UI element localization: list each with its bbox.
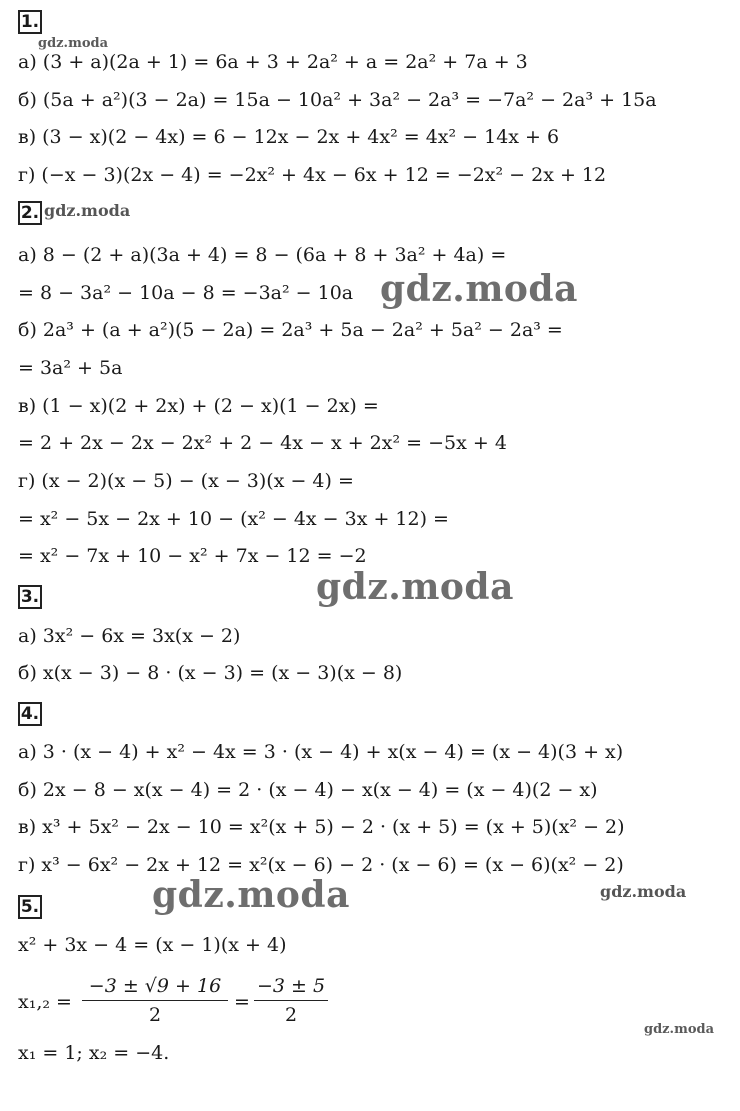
watermark: gdz.moda — [44, 201, 131, 220]
equation-2b-line1: б) 2a³ + (a + a²)(5 − 2a) = 2a³ + 5a − 2a² + 5a² − 2a³ = — [18, 319, 563, 341]
equation-4b: б) 2x − 8 − x(x − 4) = 2 · (x − 4) − x(x − 4) = (x − 4)(2 − x) — [18, 779, 598, 801]
fraction-numerator: −3 ± 5 — [256, 975, 326, 997]
watermark: gdz.moda — [380, 268, 578, 310]
equation-2v-line2: = 2 + 2x − 2x − 2x² + 2 − 4x − x + 2x² = −5x + 4 — [18, 432, 507, 454]
watermark: gdz.moda — [152, 874, 350, 916]
task-number-3: 3. — [18, 585, 42, 609]
equation-2a-line2: = 8 − 3a² − 10a − 8 = −3a² − 10a — [18, 282, 354, 304]
equation-2g-line2: = x² − 5x − 2x + 10 − (x² − 4x − 3x + 12) = — [18, 508, 449, 530]
fraction-bar — [82, 1000, 228, 1001]
equation-1a: а) (3 + a)(2a + 1) = 6a + 3 + 2a² + a = 2a² + 7a + 3 — [18, 51, 528, 73]
equation-4v: в) x³ + 5x² − 2x − 10 = x²(x + 5) − 2 · (x + 5) = (x + 5)(x² − 2) — [18, 816, 625, 838]
fraction-numerator: −3 ± √9 + 16 — [88, 975, 222, 997]
equation-2b-line2: = 3a² + 5a — [18, 357, 123, 379]
equation-4a: а) 3 · (x − 4) + x² − 4x = 3 · (x − 4) + x(x − 4) = (x − 4)(3 + x) — [18, 741, 624, 763]
roots-lhs: x₁,₂ = — [18, 991, 72, 1013]
equation-1g: г) (−x − 3)(2x − 4) = −2x² + 4x − 6x + 12 = −2x² − 2x + 12 — [18, 164, 607, 186]
equals-sign: = — [234, 991, 250, 1013]
fraction-denominator: 2 — [284, 1004, 298, 1026]
fraction-denominator: 2 — [148, 1004, 162, 1026]
watermark: gdz.moda — [600, 882, 687, 901]
equation-1b: б) (5a + a²)(3 − 2a) = 15a − 10a² + 3a² − 2a³ = −7a² − 2a³ + 15a — [18, 89, 657, 111]
task-number-1: 1. — [18, 10, 42, 34]
equation-4g: г) x³ − 6x² − 2x + 12 = x²(x − 6) − 2 · (x − 6) = (x − 6)(x² − 2) — [18, 854, 624, 876]
task-number-2: 2. — [18, 201, 42, 225]
equation-1v: в) (3 − x)(2 − 4x) = 6 − 12x − 2x + 4x² = 4x² − 14x + 6 — [18, 126, 560, 148]
equation-2g-line3: = x² − 7x + 10 − x² + 7x − 12 = −2 — [18, 545, 367, 567]
watermark: gdz.moda — [644, 1022, 715, 1037]
equation-2a-line1: а) 8 − (2 + a)(3a + 4) = 8 − (6a + 8 + 3a² + 4a) = — [18, 244, 507, 266]
equation-5-factor: x² + 3x − 4 = (x − 1)(x + 4) — [18, 934, 287, 956]
watermark: gdz.moda — [38, 36, 109, 51]
fraction-result — [254, 974, 328, 1027]
equation-3b: б) x(x − 3) − 8 · (x − 3) = (x − 3)(x − 8) — [18, 662, 403, 684]
roots-result: x₁ = 1; x₂ = −4. — [18, 1042, 170, 1064]
fraction-bar — [254, 1000, 328, 1001]
equation-2g-line1: г) (x − 2)(x − 5) − (x − 3)(x − 4) = — [18, 470, 354, 492]
fraction-discriminant — [82, 974, 228, 1027]
task-number-5: 5. — [18, 895, 42, 919]
equation-2v-line1: в) (1 − x)(2 + 2x) + (2 − x)(1 − 2x) = — [18, 395, 379, 417]
equation-3a: а) 3x² − 6x = 3x(x − 2) — [18, 625, 241, 647]
watermark: gdz.moda — [316, 566, 514, 608]
task-number-4: 4. — [18, 702, 42, 726]
